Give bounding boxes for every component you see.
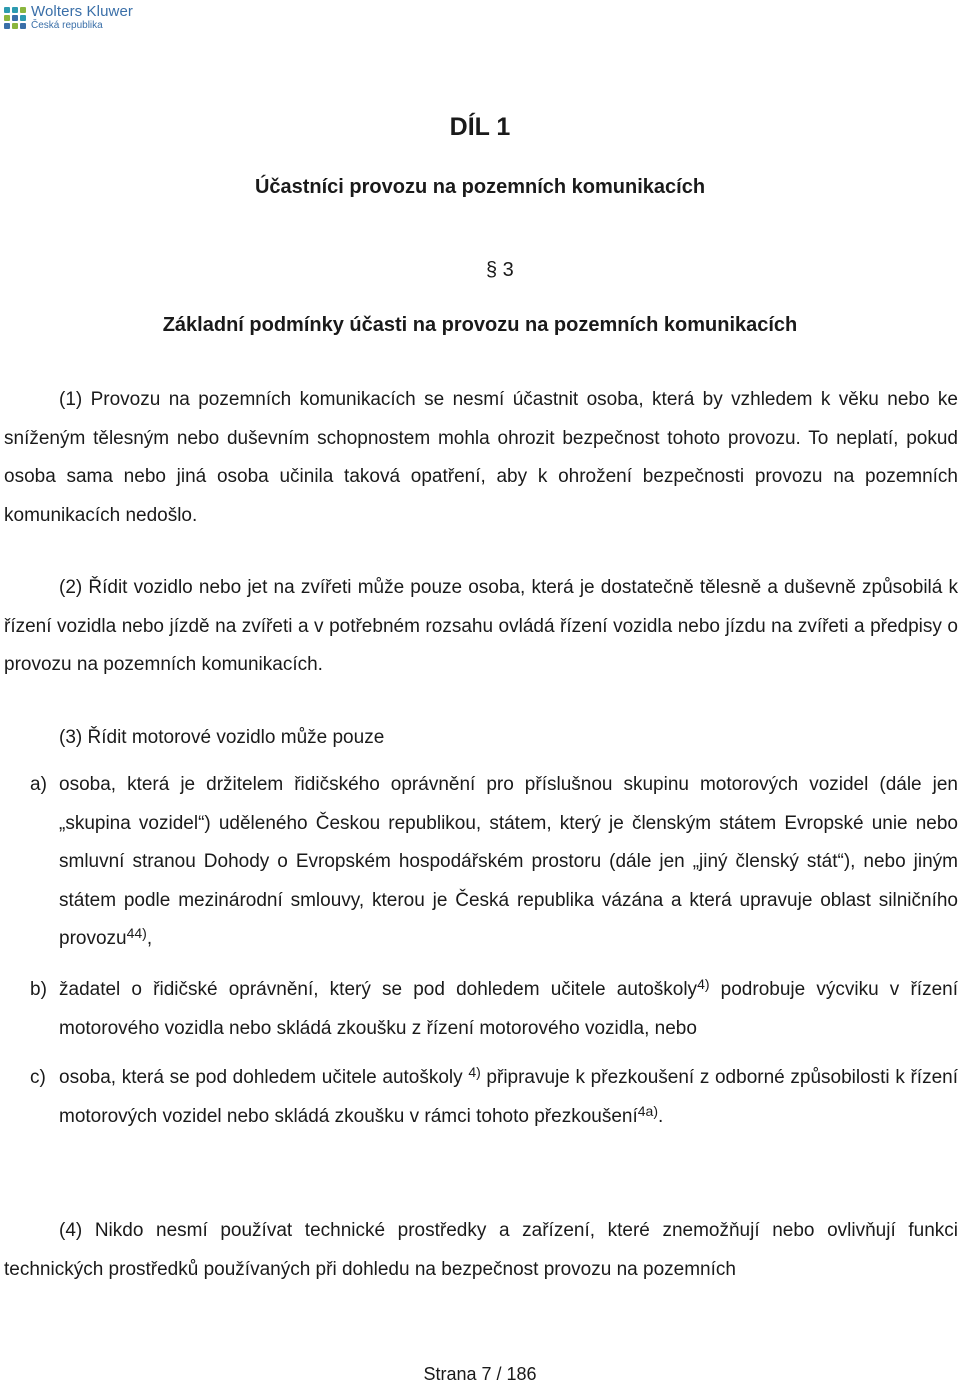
list-item-text: osoba, která se pod dohledem učitele autoškoly [59,1067,469,1088]
logo-subtitle: Česká republika [31,20,103,31]
paragraph-4: (4) Nikdo nesmí používat technické prostředky a zařízení, které znemožňují nebo ovlivňují funkci technických prostředků používaných při dohledu na bezpečnost provozu na pozemních [4,1220,958,1280]
footnote-ref[interactable]: 4) [697,976,710,992]
list-item-text: podrobuje výcviku v řízení motorového vozidla nebo skládá zkoušku z řízení motorového vozidla, nebo [59,979,958,1039]
footnote-ref[interactable]: 44) [126,925,147,941]
logo-mark-icon [4,7,26,29]
part-title: DÍL 1 [449,113,511,141]
section-title: Základní podmínky účasti na provozu na pozemních komunikacích [162,314,798,336]
list-marker: c) [30,1067,46,1088]
list-marker: a) [30,774,47,795]
list-item-text: osoba, která je držitelem řidičského oprávnění pro příslušnou skupinu motorových vozidel (dále jen „skupina vozidel“) uděleného Českou republikou, státem, který je členským státem Evropské unie nebo smluvní stranou Dohody o Evropském hospodářském prostoru (dále jen „jiný členský stát“), nebo jiným státem podle mezinárodní smlouvy, kterou je Česká republika vázána a která upravuje oblast silničního provozu [59,774,958,949]
paragraph-2: (2) Řídit vozidlo nebo jet na zvířeti může pouze osoba, která je dostatečně tělesně a duševně způsobilá k řízení vozidla nebo jízdě na zvířeti a v potřebném rozsahu ovládá řízení vozidla nebo jízdu na zvířeti a předpisy o provozu na pozemních komunikacích. [4,577,958,675]
list-item-text: žadatel o řidičské oprávnění, který se pod dohledem učitele autoškoly [59,979,698,1000]
list-item-b [30,971,958,1048]
list-marker: b) [30,979,47,1000]
page-number: Strana 7 / 186 [423,1364,537,1384]
list-item-text: připravuje k přezkoušení z odborné způsobilosti k řízení motorových vozidel nebo skládá zkoušku v rámci tohoto přezkoušení [59,1067,958,1127]
part-subtitle: Účastníci provozu na pozemních komunikacích [254,176,706,198]
publisher-logo [4,4,133,31]
logo-name: Wolters Kluwer [31,3,133,20]
punctuation: , [146,928,153,949]
footnote-ref[interactable]: 4) [468,1064,481,1080]
list-item-c [30,1059,958,1136]
paragraph-1: (1) Provozu na pozemních komunikacích se nesmí účastnit osoba, která by vzhledem k věku nebo ke sníženým tělesným nebo duševním schopnostem mohla ohrozit bezpečnost tohoto provozu. To neplatí, pokud osoba sama nebo jiná osoba učinila taková opatření, aby k ohrožení bezpečnosti provozu na pozemních komunikacích nedošlo. [4,389,958,526]
section-number: § 3 [486,259,514,281]
punctuation: . [657,1105,664,1127]
paragraph-3: (3) Řídit motorové vozidlo může pouze [59,727,385,748]
footnote-ref[interactable]: 4a) [637,1102,658,1119]
list-item-a [30,766,958,959]
